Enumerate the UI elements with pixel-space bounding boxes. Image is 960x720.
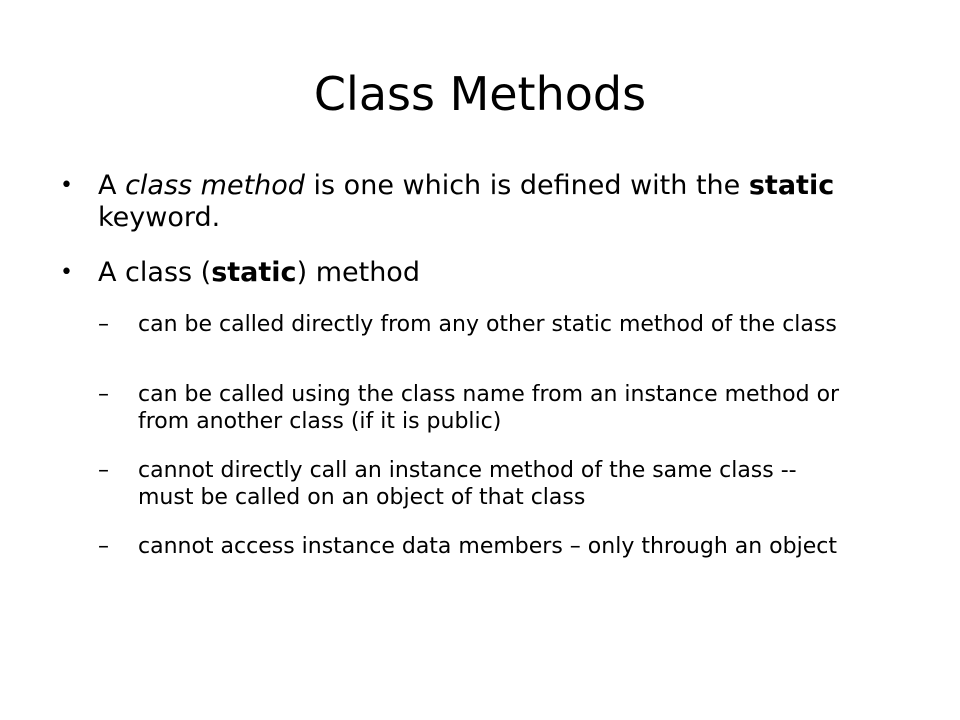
bullet-mark: • [60, 173, 73, 198]
subbullet-cannot-access-instance-data [98, 533, 858, 560]
subbullet-text: can be called directly from any other static method of the class [138, 312, 837, 337]
subbullet-called-via-class-name [98, 381, 858, 435]
subbullet-text: cannot access instance data members – only through an object [138, 534, 837, 559]
bullet-text: is one which is defined with the [304, 170, 749, 201]
subbullet-text: can be called using the class name from an instance method or from another class (if it is public) [138, 382, 840, 434]
bullet-text: A [98, 170, 126, 201]
bullet-mark: • [60, 260, 73, 285]
bullet-static-method [60, 257, 858, 289]
bullet-text: ) method [296, 257, 420, 288]
bullet-text: keyword. [98, 202, 221, 233]
dash-mark: – [98, 534, 109, 559]
bullet-text: A class ( [98, 257, 212, 288]
dash-mark: – [98, 382, 109, 407]
keyword-static: static [748, 170, 835, 201]
keyword-static: static [211, 257, 297, 288]
dash-mark: – [98, 458, 109, 483]
bullet-class-method-definition [60, 170, 858, 234]
subbullet-cannot-call-instance-method [98, 457, 858, 511]
subbullet-text: cannot directly call an instance method of the same class -- must be called on an object of that class [138, 458, 797, 510]
emphasis-class-method: class method [125, 170, 305, 201]
subbullet-called-from-static [98, 311, 858, 338]
dash-mark: – [98, 312, 109, 337]
slide-title: Class Methods [313, 67, 647, 121]
